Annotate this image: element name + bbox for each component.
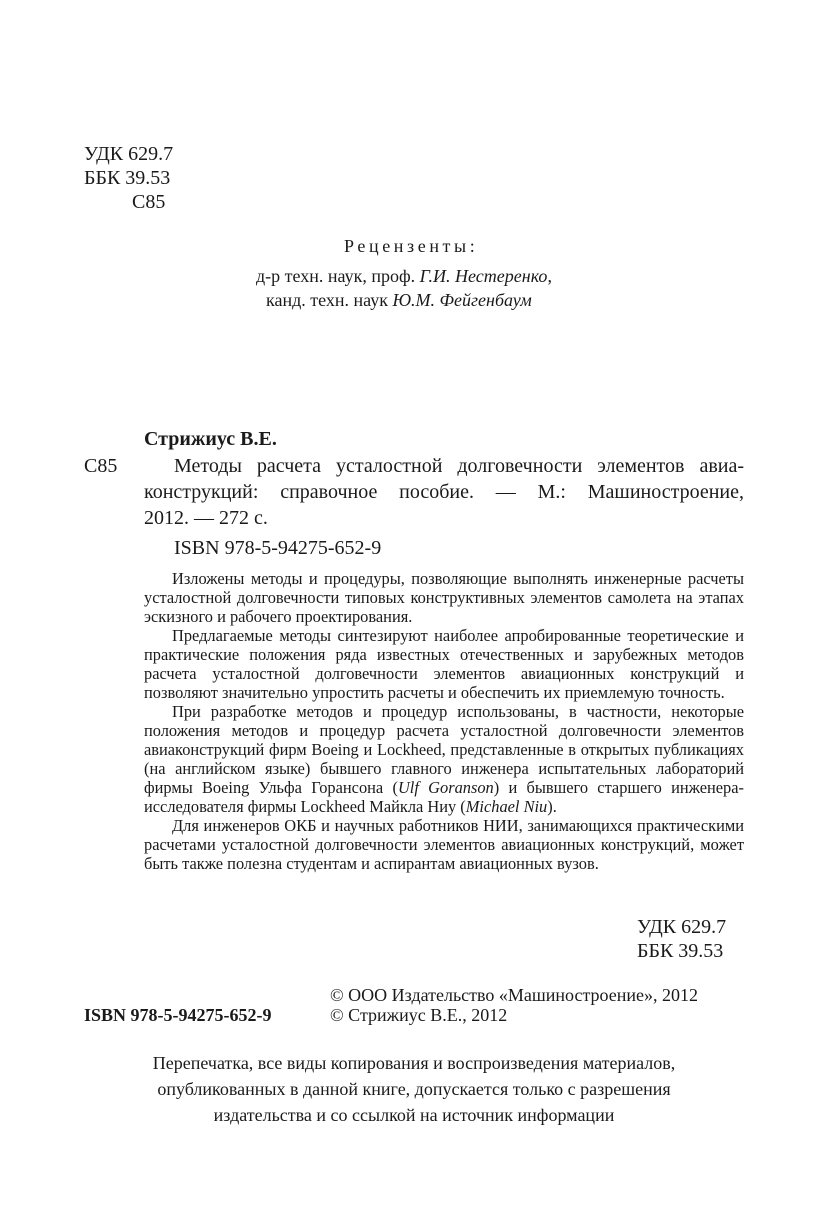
annotation-paragraph-2: Предлагаемые методы синтезируют наиболее апробированные теоретические и практические положения ряда известных отечественных и зарубежных методов расчета усталостной долговечности элементов авиационных конструкций и позволяют значительно упростить расчеты и обеспечить их приемлемую точность.: [144, 626, 744, 702]
p3-part-c: ).: [547, 797, 557, 816]
notice-line-3: издательства и со ссылкой на источник информации: [213, 1105, 615, 1125]
udk-top: УДК 629.7: [84, 143, 174, 165]
bbk-top: ББК 39.53: [84, 167, 171, 189]
author-mark-top: С85: [132, 191, 166, 213]
title-line-2: конструкций: справочное пособие. — М.: Машиностроение,: [144, 481, 744, 503]
annotation-paragraph-3: [144, 702, 744, 816]
reviewer-1: [256, 266, 552, 287]
udk-bottom: УДК 629.7: [637, 916, 727, 938]
author-heading: Стрижиус В.Е.: [144, 428, 277, 450]
reviewer-2: [266, 290, 532, 311]
reviewer-2-degree: канд. техн. наук: [266, 290, 393, 310]
title-line-1: Методы расчета усталостной долговечности элементов авиа-: [174, 455, 744, 477]
author-mark: С85: [84, 455, 118, 477]
reviewer-1-degree: д-р техн. наук, проф.: [256, 266, 420, 286]
bbk-bottom: ББК 39.53: [637, 940, 724, 962]
title-line-3: 2012. — 272 с.: [144, 507, 268, 529]
copyright-publisher: © ООО Издательство «Машиностроение», 2012: [330, 985, 699, 1005]
reviewers-title: Рецензенты:: [344, 236, 479, 256]
reviewer-2-name: Ю.М. Фейгенбаум: [392, 290, 532, 310]
p3-michael-niu: Michael Niu: [465, 797, 548, 816]
p3-part-a: При разработке методов и процедур использованы, в частности, некоторые положения методов и процедур расчета усталостной долговечности элементов авиаконструкций фирм Boeing и Lockheed, представленные в открытых публикациях (на английском языке) бывшего главного инженера испытательных лабораторий фирмы Boeing Ульфа Горансона (: [144, 702, 744, 797]
reproduction-notice: [70, 1050, 758, 1128]
isbn-entry: ISBN 978-5-94275-652-9: [174, 537, 382, 559]
copyright-author: © Стрижиус В.Е., 2012: [330, 1005, 508, 1025]
notice-line-2: опубликованных в данной книге, допускается только с разрешения: [157, 1079, 671, 1099]
annotation-paragraph-1: Изложены методы и процедуры, позволяющие выполнять инженерные расчеты усталостной долговечности типовых конструктивных элементов самолета на этапах эскизного и рабочего проектирования.: [144, 569, 744, 626]
isbn-bottom: ISBN 978-5-94275-652-9: [84, 1005, 272, 1025]
notice-line-1: Перепечатка, все виды копирования и воспроизведения материалов,: [152, 1053, 676, 1073]
p3-part-b: ) и бывшего старшего инженера-исследователя фирмы Lockheed Майкла Ниу (: [144, 778, 744, 816]
reviewer-1-suffix: ,: [547, 266, 552, 286]
p3-ulf-goranson: Ulf Goranson: [397, 778, 494, 797]
reviewer-1-name: Г.И. Нестеренко: [419, 266, 548, 286]
annotation-paragraph-4: Для инженеров ОКБ и научных работников НИИ, занимающихся практическими расчетами усталостной долговечности элементов авиационных конструкций, может быть также полезна студентам и аспирантам авиационных вузов.: [144, 816, 744, 873]
annotation: [144, 569, 744, 873]
